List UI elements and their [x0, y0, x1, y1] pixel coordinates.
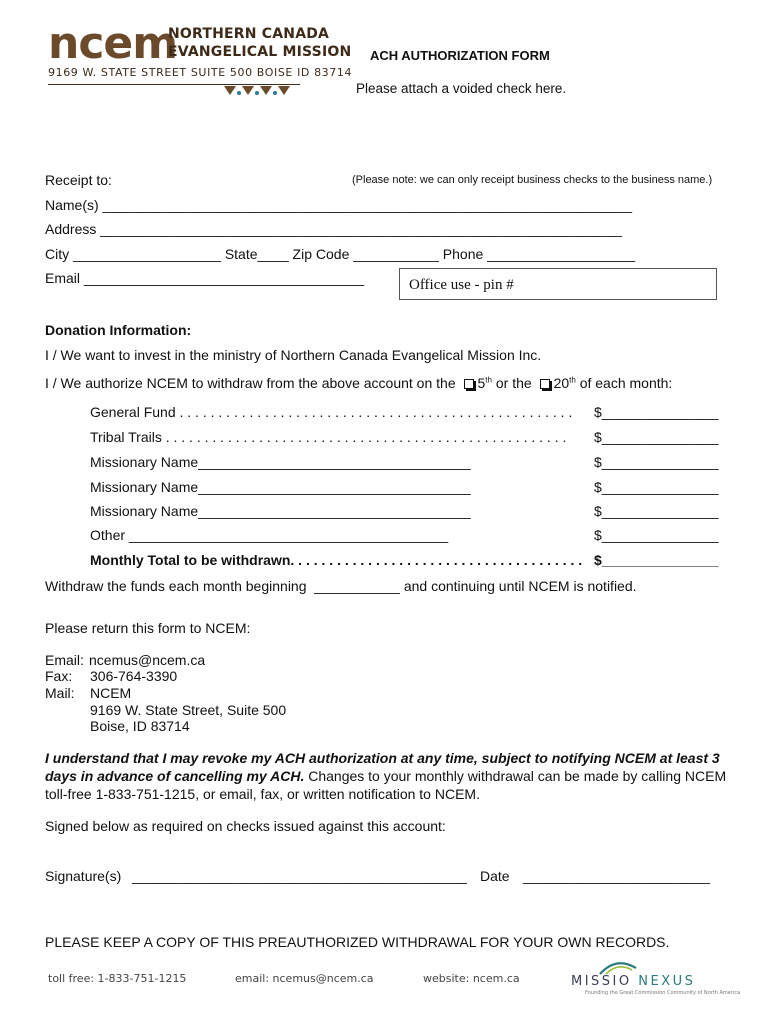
- footer-tollfree: toll free: 1-833-751-1215: [48, 972, 187, 985]
- fund-tribal-amount[interactable]: $_______________: [594, 429, 719, 445]
- revoke-line-3: toll-free 1-833-751-1215, or email, fax, or written notification to NCEM.: [45, 786, 480, 802]
- day-5-suffix: th: [485, 375, 492, 385]
- authorize-text-a: I / We authorize NCEM to withdraw from the above account on the: [45, 375, 456, 391]
- return-fax: 306-764-3390: [90, 668, 178, 684]
- revoke-line-1: I understand that I may revoke my ACH authorization at any time, subject to notifying NCEM at least 3: [45, 750, 720, 766]
- logo-pattern-icon: [222, 86, 302, 102]
- date-label: Date: [480, 868, 510, 884]
- or-text: or the: [495, 375, 532, 391]
- footer-website: website: ncem.ca: [423, 972, 520, 985]
- withdraw-statement: [45, 578, 637, 594]
- receipt-label: Receipt to:: [45, 172, 112, 188]
- day-20-checkbox[interactable]: [540, 379, 550, 389]
- missionary-name-field-1[interactable]: Missionary Name___________________________________: [90, 454, 471, 470]
- return-mail-line-3: Boise, ID 83714: [90, 718, 190, 734]
- fund-tribal-label: Tribal Trails . . . . . . . . . . . . . . . . . . . . . . . . . . . . . . . . . . . . . . . . . . . . . . . . . . . .: [90, 429, 567, 445]
- monthly-total-amount[interactable]: $_______________: [594, 552, 719, 568]
- logo-wordmark: ncem: [48, 18, 178, 69]
- day-5-checkbox[interactable]: [464, 379, 474, 389]
- form-title: ACH AUTHORIZATION FORM: [370, 48, 550, 63]
- missionary-amount-1[interactable]: $_______________: [594, 454, 719, 470]
- logo-line-2: EVANGELICAL MISSION: [168, 44, 352, 60]
- donation-heading: Donation Information:: [45, 322, 192, 338]
- logo-rule: [48, 84, 300, 85]
- missionary-name-field-2[interactable]: Missionary Name___________________________________: [90, 479, 471, 495]
- withdraw-text-a: Withdraw the funds each month beginning: [45, 578, 307, 594]
- day-5-label: 5: [477, 375, 486, 391]
- return-mail-line-1: NCEM: [90, 685, 132, 701]
- logo-address: 9169 W. STATE STREET SUITE 500 BOISE ID 83714: [48, 66, 353, 79]
- monthly-total-label: Monthly Total to be withdrawn. . . . . . . . . . . . . . . . . . . . . . . . . . . . . . . . . . . . . .: [90, 552, 583, 568]
- day-20-suffix: th: [569, 375, 576, 385]
- fund-general-amount[interactable]: $_______________: [594, 404, 719, 420]
- address-field[interactable]: Address ___________________________________________________________________: [45, 221, 622, 237]
- names-field[interactable]: Name(s) ____________________________________________________________________: [45, 197, 633, 213]
- keep-copy-notice: PLEASE KEEP A COPY OF THIS PREAUTHORIZED WITHDRAWAL FOR YOUR OWN RECORDS.: [45, 934, 670, 950]
- missio-nexus-tagline: Founding the Great Commission Community of North America: [585, 990, 741, 996]
- return-heading: Please return this form to NCEM:: [45, 620, 251, 636]
- return-mail-line-2: 9169 W. State Street, Suite 500: [90, 702, 287, 718]
- signature-field[interactable]: ___________________________________________: [132, 868, 467, 884]
- withdraw-text-b: and continuing until NCEM is notified.: [403, 578, 637, 594]
- email-field[interactable]: Email ____________________________________: [45, 270, 365, 286]
- fund-general-label: General Fund . . . . . . . . . . . . . . . . . . . . . . . . . . . . . . . . . . . . . . . . . . . . . . . . . . .: [90, 404, 573, 420]
- missionary-amount-2[interactable]: $_______________: [594, 479, 719, 495]
- missionary-amount-3[interactable]: $_______________: [594, 503, 719, 519]
- return-email-label: Email:: [45, 652, 84, 668]
- signature-label: Signature(s): [45, 868, 122, 884]
- missio-word: MISSIO: [571, 974, 632, 989]
- revoke-bold-2: days in advance of cancelling my ACH.: [45, 768, 305, 784]
- invest-statement: I / We want to invest in the ministry of Northern Canada Evangelical Mission Inc.: [45, 347, 542, 363]
- other-fund-amount[interactable]: $_______________: [594, 527, 719, 543]
- return-fax-label: Fax:: [45, 668, 73, 684]
- receipt-note: (Please note: we can only receipt business checks to the business name.): [352, 174, 713, 186]
- authorize-statement: [45, 375, 672, 391]
- return-email: ncemus@ncem.ca: [89, 652, 206, 668]
- other-fund-field[interactable]: Other _________________________________________: [90, 527, 449, 543]
- authorize-text-b: of each month:: [579, 375, 673, 391]
- voided-check-instruction: Please attach a voided check here.: [356, 81, 567, 96]
- logo-line-1: NORTHERN CANADA: [168, 26, 330, 42]
- revoke-line-2: [45, 768, 726, 784]
- date-field[interactable]: ________________________: [523, 868, 710, 884]
- day-20-label: 20: [553, 375, 570, 391]
- city-state-zip-phone-field[interactable]: City ___________________ State____ Zip Code ___________ Phone ___________________: [45, 246, 636, 262]
- footer-email: email: ncemus@ncem.ca: [235, 972, 374, 985]
- signature-intro: Signed below as required on checks issued against this account:: [45, 818, 446, 834]
- start-month-field[interactable]: ___________: [314, 578, 400, 594]
- return-mail-label: Mail:: [45, 685, 75, 701]
- nexus-word: NEXUS: [638, 974, 696, 989]
- office-use-box: Office use - pin #: [399, 268, 717, 300]
- missionary-name-field-3[interactable]: Missionary Name___________________________________: [90, 503, 471, 519]
- revoke-rest-2: Changes to your monthly withdrawal can be made by calling NCEM: [304, 768, 727, 784]
- missio-nexus-wordmark: [571, 974, 695, 989]
